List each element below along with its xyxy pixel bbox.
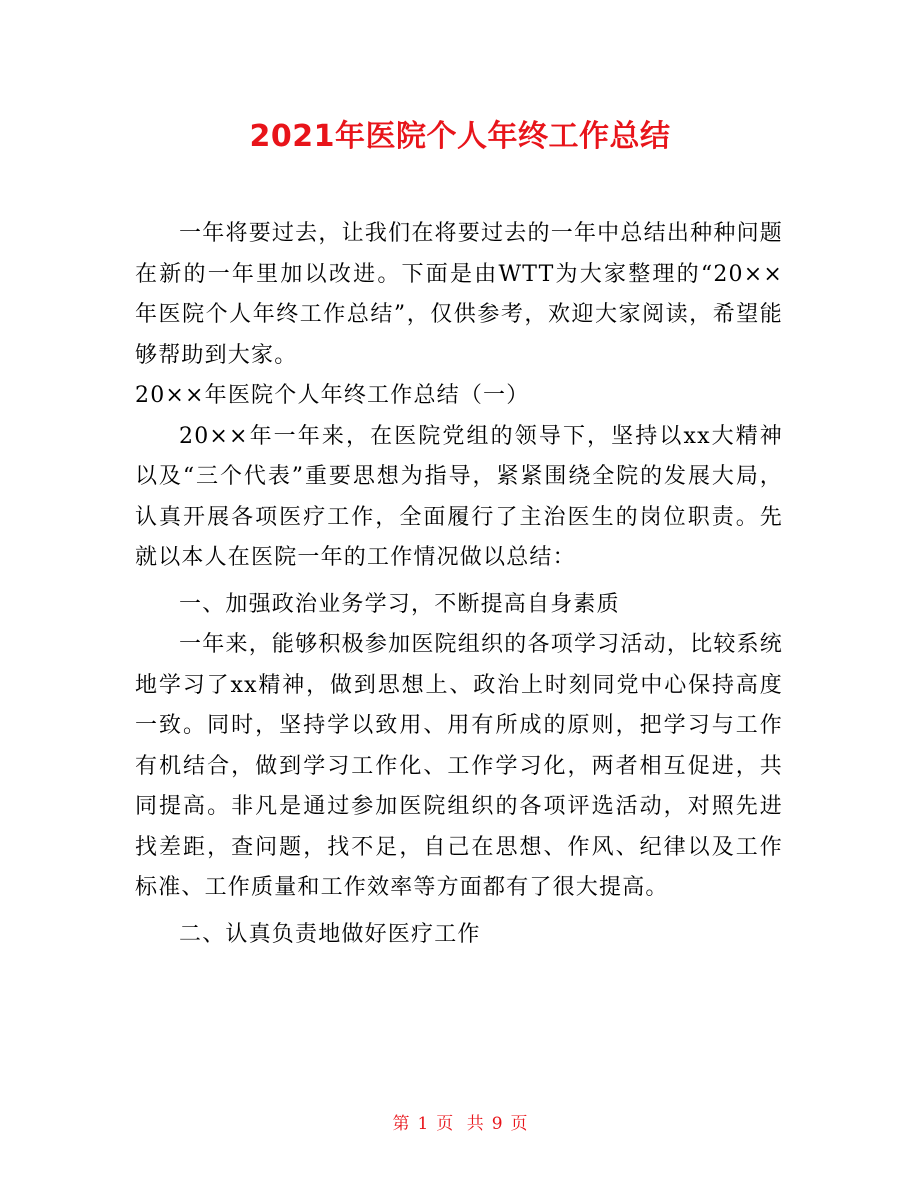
subheading-study: 一、加强政治业务学习，不断提高自身素质 — [179, 591, 620, 617]
document-title: 2021年医院个人年终工作总结 — [249, 119, 671, 154]
footer-label-page-unit: 页 — [436, 1114, 454, 1134]
footer-total-pages: 9 — [491, 1114, 503, 1134]
paragraph-overview: 20××年一年来，在医院党组的领导下，坚持以xx大精神以及“三个代表”重要思想为指导，紧紧围绕全院的发展大局，认真开展各项医疗工作，全面履行了主治医生的岗位职责。先就以本人在医院一年的工作情况做以总结： — [135, 423, 783, 570]
footer-label-page: 第 — [392, 1114, 410, 1134]
document-body — [135, 214, 783, 955]
paragraph-study: 一年来，能够积极参加医院组织的各项学习活动，比较系统地学习了xx精神，做到思想上、政治上时刻同党中心保持高度一致。同时，坚持学以致用、用有所成的原则，把学习与工作有机结合，做到学习工作化、工作学习化，两者相互促进，共同提高。非凡是通过参加医院组织的各项评选活动，对照先进找差距，查问题，找不足，自己在思想、作风、纪律以及工作标准、工作质量和工作效率等方面都有了很大提高。 — [135, 632, 783, 900]
section-heading-one: 20××年医院个人年终工作总结（一） — [135, 383, 530, 408]
footer-current-page: 1 — [417, 1114, 429, 1134]
footer-label-total: 共 — [466, 1114, 484, 1134]
page-footer — [0, 1110, 920, 1138]
paragraph-intro: 一年将要过去，让我们在将要过去的一年中总结出种种问题在新的一年里加以改进。下面是由WTT为大家整理的“20××年医院个人年终工作总结”，仅供参考，欢迎大家阅读，希望能够帮助到大家。 — [135, 221, 783, 368]
footer-label-total-unit: 页 — [510, 1114, 528, 1134]
subheading-medical-work: 二、认真负责地做好医疗工作 — [179, 921, 481, 947]
